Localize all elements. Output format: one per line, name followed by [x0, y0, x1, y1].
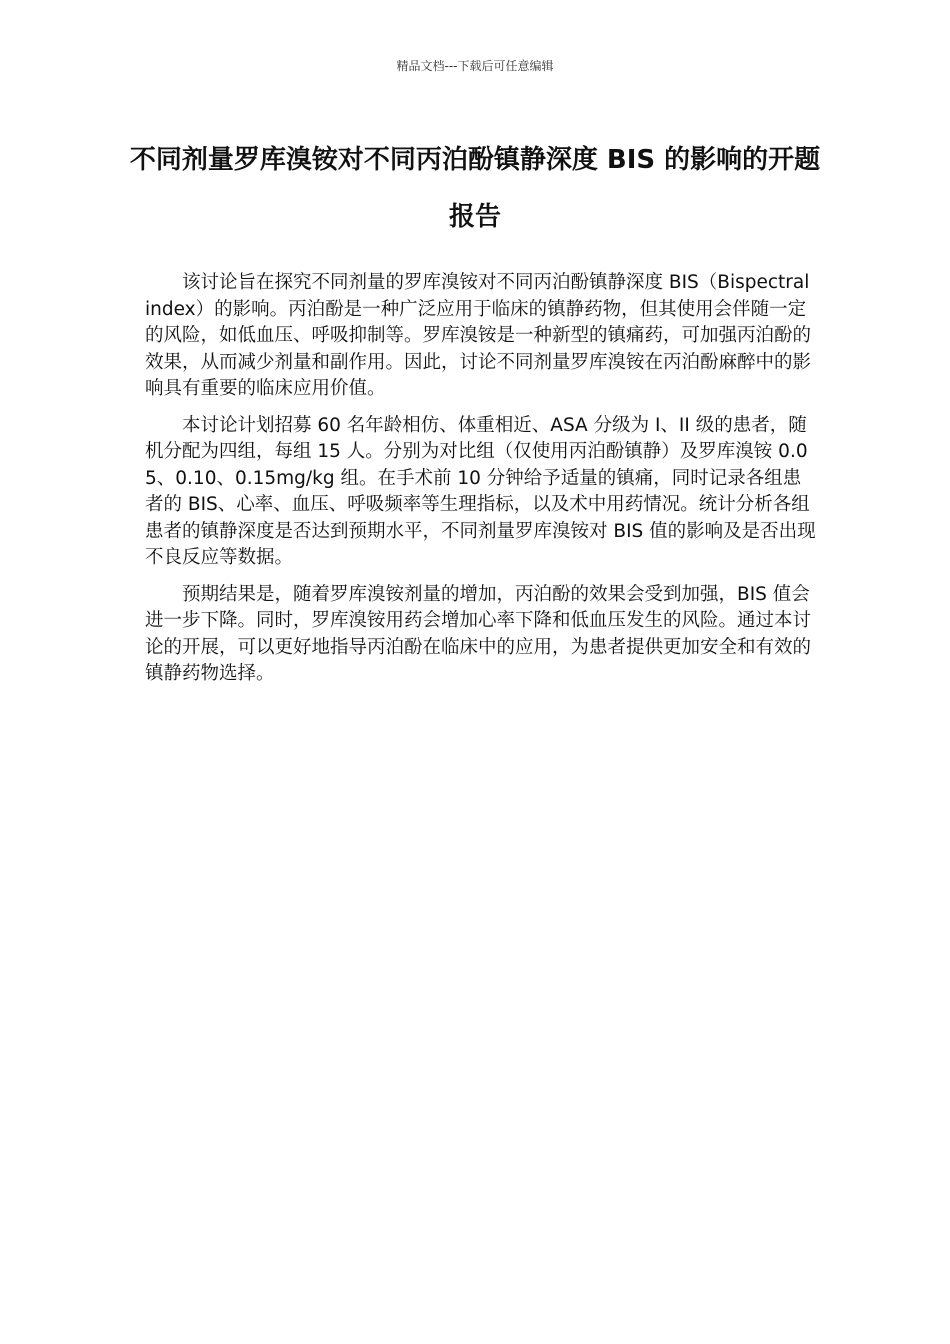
paragraph-3: 预期结果是，随着罗库溴铵剂量的增加，丙泊酚的效果会受到加强，BIS 值会进一步下降。同时，罗库溴铵用药会增加心率下降和低血压发生的风险。通过本讨论的开展，可以更好地指导丙泊酚在临床中的应用，为患者提供更加安全和有效的镇静药物选择。 — [145, 583, 812, 684]
document-title: 不同剂量罗库溴铵对不同丙泊酚镇静深度 BIS 的影响的开题报告 — [129, 145, 821, 232]
paragraph-1: 该讨论旨在探究不同剂量的罗库溴铵对不同丙泊酚镇静深度 BIS（Bispectral index）的影响。丙泊酚是一种广泛应用于临床的镇静药物，但其使用会伴随一定的风险，如低血压、呼吸抑制等。罗库溴铵是一种新型的镇痛药，可加强丙泊酚的效果，从而减少剂量和副作用。因此，讨论不同剂量罗库溴铵在丙泊酚麻醉中的影响具有重要的临床应用价值。 — [145, 272, 812, 399]
header-note: 精品文档---下载后可任意编辑 — [396, 59, 554, 73]
document-body — [145, 270, 817, 698]
paragraph-2: 本讨论计划招募 60 名年龄相仿、体重相近、ASA 分级为 I、II 级的患者，随机分配为四组，每组 15 人。分别为对比组（仅使用丙泊酚镇静）及罗库溴铵 0.05、0.10、0.15mg/kg 组。在手术前 10 分钟给予适量的镇痛，同时记录各组患者的 BIS、心率、血压、呼吸频率等生理指标，以及术中用药情况。统计分析各组患者的镇静深度是否达到预期水平，不同剂量罗库溴铵对 BIS 值的影响及是否出现不良反应等数据。 — [145, 414, 816, 568]
